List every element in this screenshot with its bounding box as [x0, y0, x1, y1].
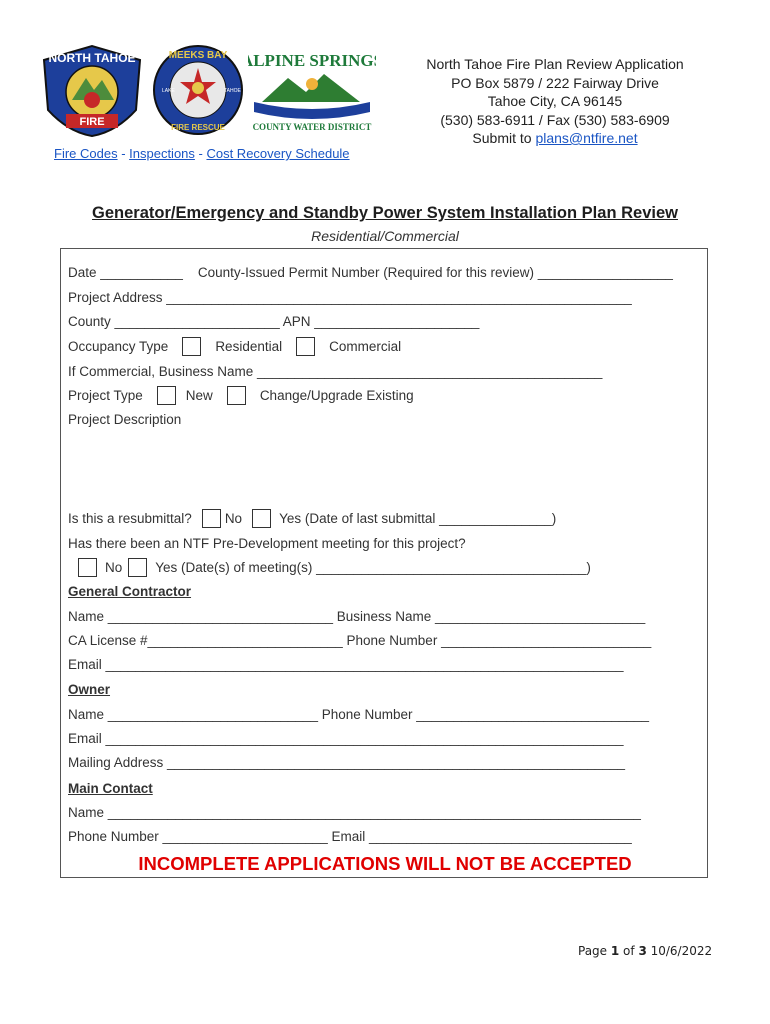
mc-name-field[interactable]: Name _______________________________________________________________________ [68, 805, 641, 820]
gc-license-phone-field[interactable]: CA License #__________________________ Phone Number ____________________________ [68, 633, 652, 648]
new-label: New [185, 388, 213, 403]
submit-email-link[interactable]: plans@ntfire.net [535, 130, 638, 146]
business-name-field[interactable]: If Commercial, Business Name ______________________________________________ [68, 364, 603, 379]
footer-page-word: Page [578, 944, 611, 958]
svg-text:TAHOE: TAHOE [224, 88, 241, 94]
footer-of-word: of [619, 944, 639, 958]
reference-links [54, 146, 350, 161]
project-type-row [68, 386, 414, 405]
resubmittal-no-checkbox[interactable] [202, 509, 221, 528]
commercial-checkbox[interactable] [296, 337, 315, 356]
occupancy-type-label: Occupancy Type [68, 339, 169, 354]
resubmittal-yes-checkbox[interactable] [252, 509, 271, 528]
gc-email-field[interactable]: Email _____________________________________________________________________ [68, 657, 624, 672]
general-contractor-heading: General Contractor [68, 584, 192, 599]
page-footer [578, 944, 712, 958]
owner-email-field[interactable]: Email _____________________________________________________________________ [68, 731, 624, 746]
owner-name-phone-field[interactable]: Name ____________________________ Phone Number _______________________________ [68, 707, 650, 722]
gc-name-business-field[interactable]: Name ______________________________ Business Name ____________________________ [68, 609, 646, 624]
change-upgrade-checkbox[interactable] [227, 386, 246, 405]
predev-no-checkbox[interactable] [78, 558, 97, 577]
svg-text:ALPINE SPRINGS: ALPINE SPRINGS [248, 51, 376, 70]
page-title: Generator/Emergency and Standby Power System Installation Plan Review [92, 204, 678, 222]
svg-text:FIRE RESCUE: FIRE RESCUE [171, 123, 225, 132]
predev-question: Has there been an NTF Pre-Development meeting for this project? [68, 536, 466, 551]
predev-yes-field[interactable]: Yes (Date(s) of meeting(s) ____________________________________) [155, 560, 591, 575]
fire-codes-link[interactable]: Fire Codes [54, 146, 118, 161]
date-permit-row [68, 265, 673, 280]
header-line-2: PO Box 5879 / 222 Fairway Drive [451, 74, 659, 91]
resubmittal-label: Is this a resubmittal? [68, 511, 192, 526]
occupancy-type-row [68, 337, 401, 356]
owner-mailing-address-field[interactable]: Mailing Address _____________________________________________________________ [68, 755, 626, 770]
resubmittal-row [68, 509, 556, 528]
link-separator: - [117, 146, 130, 161]
resubmittal-yes-field[interactable]: Yes (Date of last submittal _______________) [279, 511, 557, 526]
residential-checkbox[interactable] [182, 337, 201, 356]
svg-text:NORTH TAHOE: NORTH TAHOE [48, 51, 136, 65]
svg-text:MEEKS BAY: MEEKS BAY [168, 50, 228, 61]
link-separator: - [194, 146, 207, 161]
inspections-link[interactable]: Inspections [129, 146, 195, 161]
county-apn-field[interactable]: County ______________________ APN ______________________ [68, 314, 480, 329]
residential-label: Residential [215, 339, 283, 354]
project-type-label: Project Type [68, 388, 143, 403]
incomplete-warning: INCOMPLETE APPLICATIONS WILL NOT BE ACCEPTED [138, 853, 632, 874]
project-address-field[interactable]: Project Address ______________________________________________________________ [68, 290, 632, 305]
svg-text:FIRE: FIRE [79, 116, 105, 128]
predev-no-label: No [105, 560, 123, 575]
date-field[interactable]: Date ___________ [68, 265, 183, 280]
meeks-bay-fire-rescue-logo [152, 42, 244, 143]
change-upgrade-label: Change/Upgrade Existing [259, 388, 414, 403]
header-line-3: Tahoe City, CA 96145 [487, 93, 623, 109]
alpine-springs-logo [248, 46, 376, 139]
mc-phone-email-field[interactable]: Phone Number ______________________ Email ___________________________________ [68, 829, 632, 844]
header-line-1: North Tahoe Fire Plan Review Application [426, 56, 684, 72]
svg-text:LAKE: LAKE [162, 88, 175, 94]
project-description-label: Project Description [68, 412, 182, 427]
north-tahoe-fire-logo [36, 40, 148, 143]
page-subtitle: Residential/Commercial [311, 228, 459, 244]
predev-yes-checkbox[interactable] [128, 558, 147, 577]
commercial-label: Commercial [329, 339, 402, 354]
new-checkbox[interactable] [157, 386, 176, 405]
resubmittal-no-label: No [224, 511, 243, 526]
owner-heading: Owner [68, 682, 111, 697]
cost-recovery-link[interactable]: Cost Recovery Schedule [206, 146, 350, 161]
svg-text:COUNTY WATER DISTRICT: COUNTY WATER DISTRICT [252, 122, 372, 132]
footer-page-num: 1 [610, 944, 620, 958]
submit-prefix: Submit to [472, 130, 536, 146]
header-line-4: (530) 583-6911 / Fax (530) 583-6909 [440, 111, 670, 128]
footer-date: 10/6/2022 [646, 944, 713, 958]
main-contact-heading: Main Contact [68, 781, 153, 796]
predev-answer-row [72, 558, 591, 577]
header-submit-line [410, 129, 700, 148]
footer-page-total: 3 [638, 944, 647, 958]
permit-number-field[interactable]: County-Issued Permit Number (Required for this review) __________________ [197, 265, 673, 280]
header-info [410, 55, 700, 148]
